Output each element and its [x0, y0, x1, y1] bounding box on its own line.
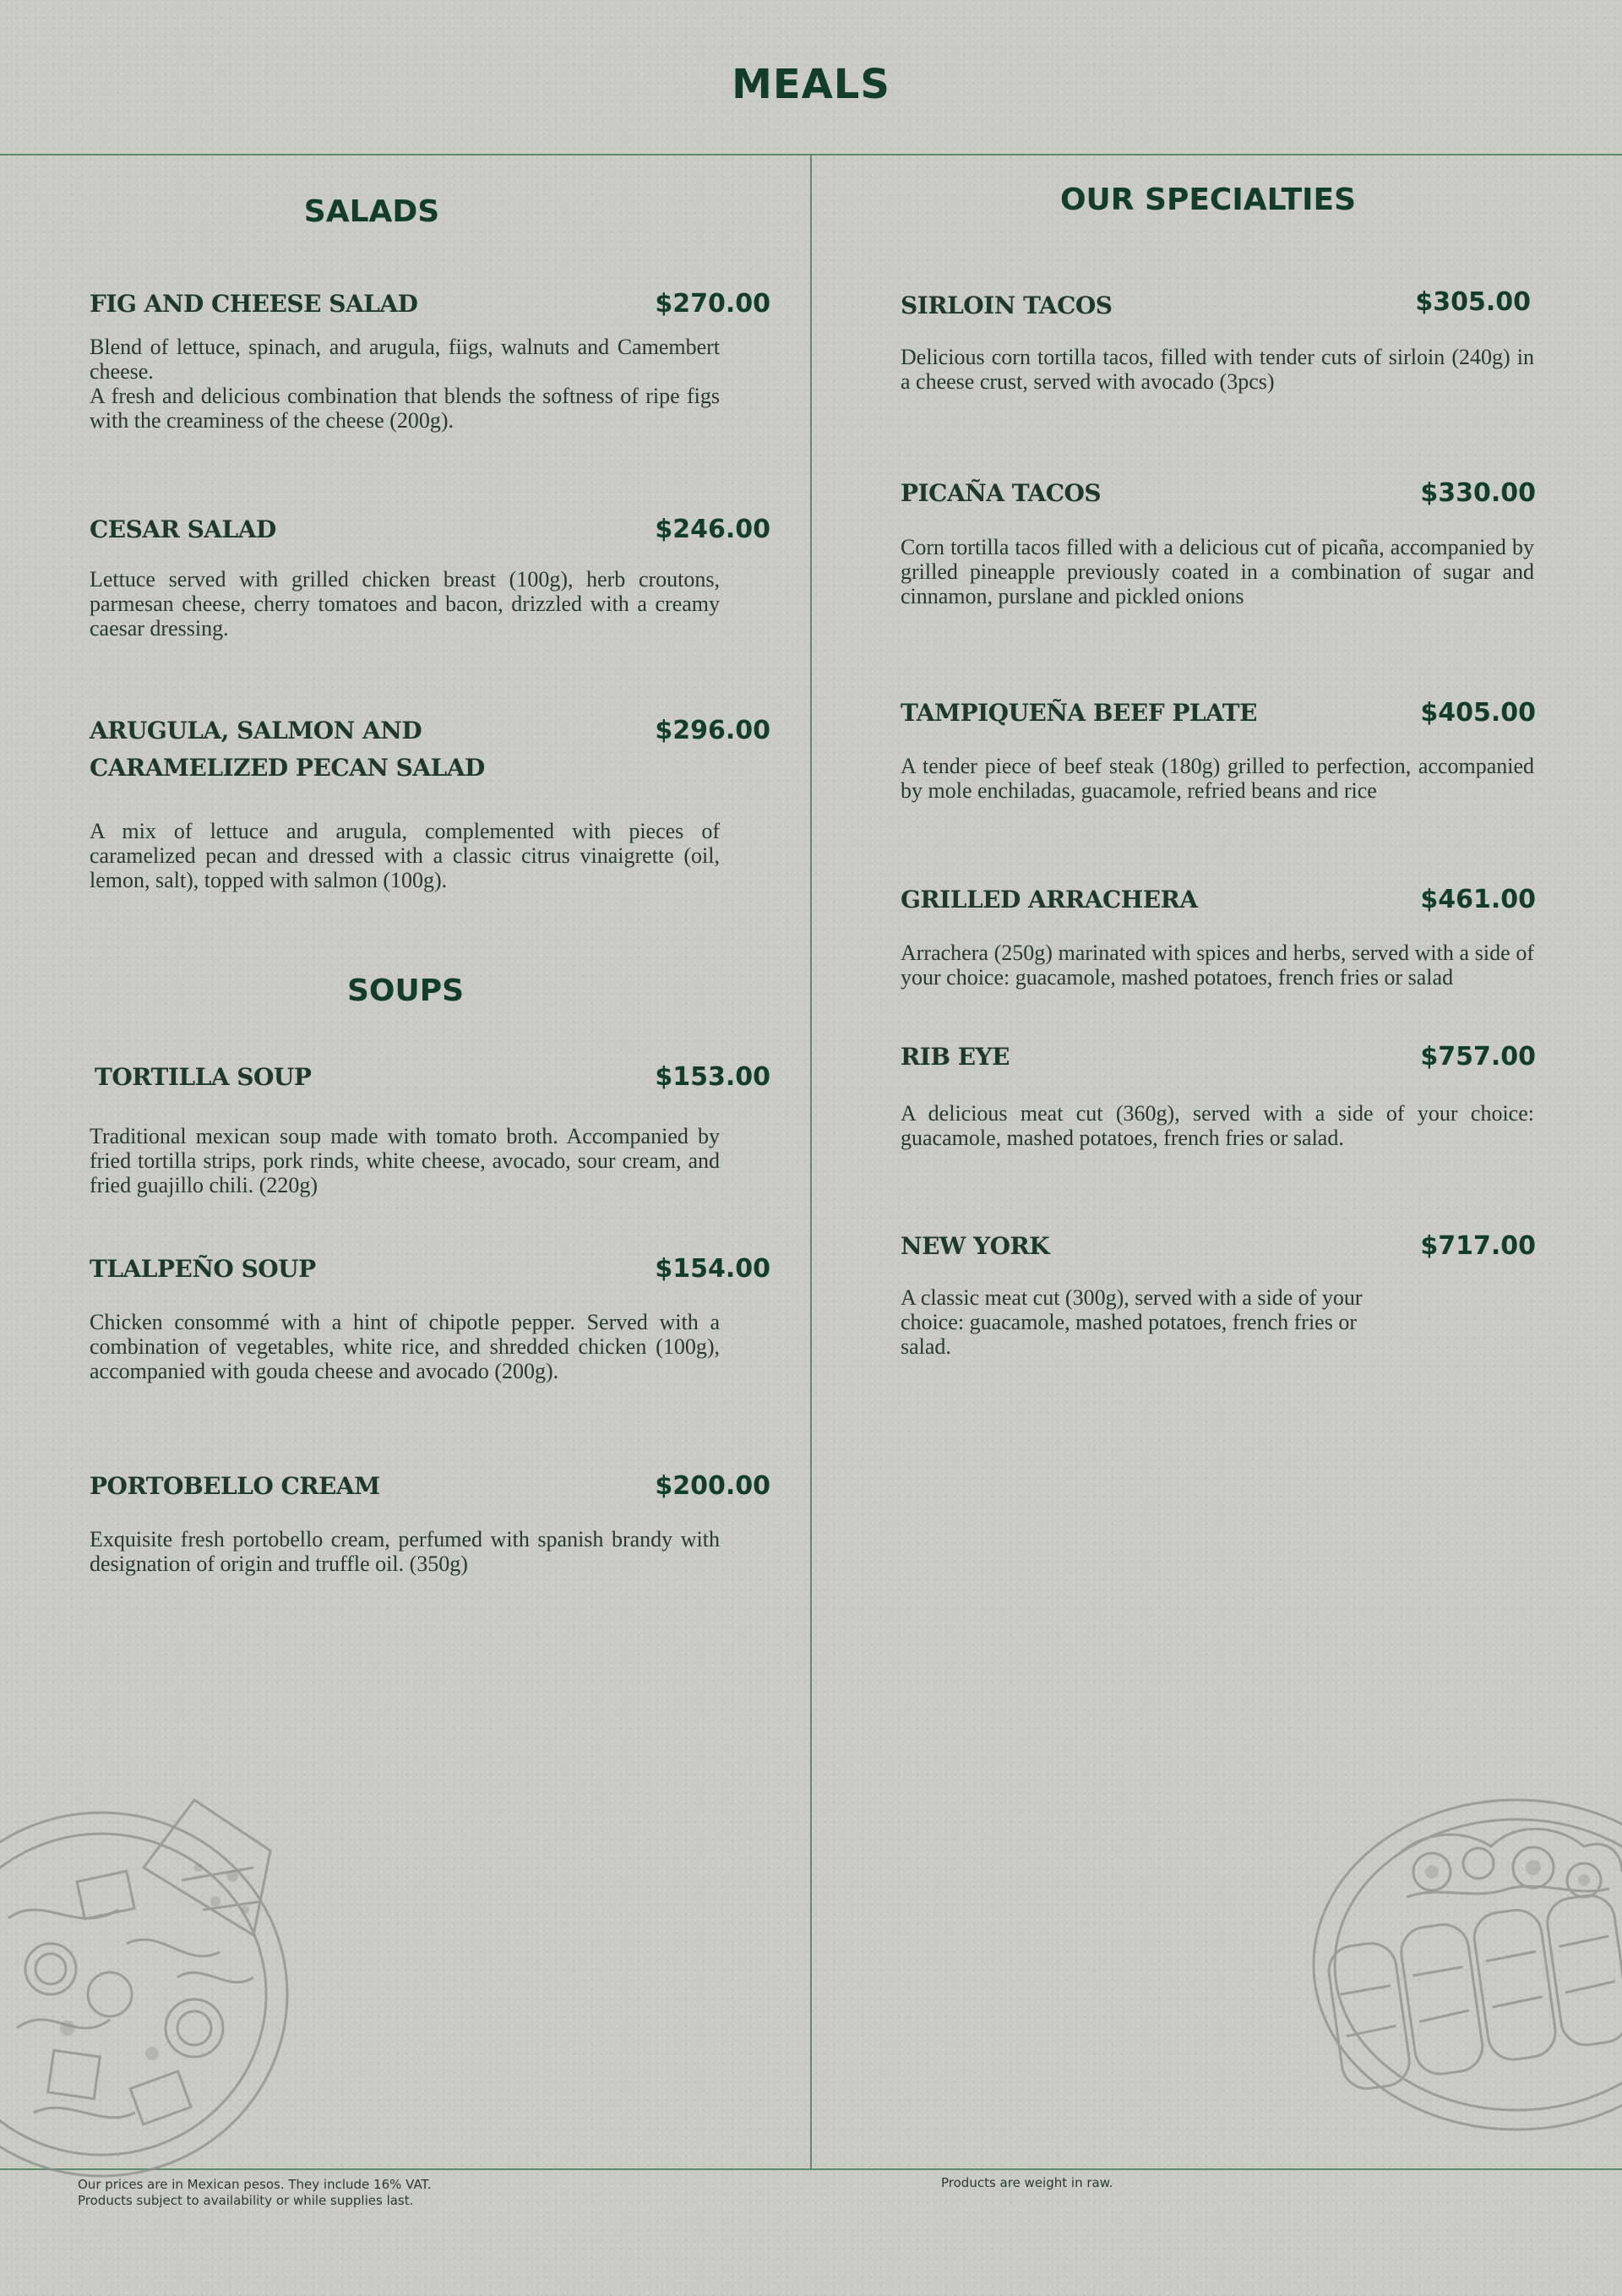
item-name: CESAR SALAD	[90, 515, 276, 543]
menu-item-tortilla-soup	[90, 1059, 770, 1203]
item-description: A mix of lettuce and arugula, complemented with pieces of caramelized pecan and dressed with a classic citrus vinaigrette (oil, lemon, salt), topped with salmon (100g).	[90, 819, 720, 892]
item-description: A tender piece of beef steak (180g) grilled to perfection, accompanied by mole enchiladas, guacamole, refried beans and rice	[901, 754, 1534, 803]
item-price: $296.00	[655, 716, 770, 745]
menu-item-picana-tacos	[901, 475, 1536, 619]
item-description: A delicious meat cut (360g), served with a side of your choice: guacamole, mashed potatoes, french fries or salad.	[901, 1101, 1534, 1150]
item-price: $153.00	[655, 1062, 770, 1092]
footer-prices-note: Our prices are in Mexican pesos. They include 16% VAT. Products subject to availability or while supplies last.	[78, 2177, 432, 2208]
menu-item-tlalpeno-soup	[90, 1251, 770, 1394]
item-name: NEW YORK	[901, 1232, 1050, 1260]
item-price: $405.00	[1420, 698, 1536, 728]
item-price: $461.00	[1420, 885, 1536, 914]
soups-heading: SOUPS	[346, 973, 465, 1008]
menu-item-tampiquena-beef-plate	[901, 695, 1536, 813]
menu-item-rib-eye	[901, 1039, 1536, 1157]
item-description: Chicken consommé with a hint of chipotle pepper. Served with a combination of vegetables, white rice, and shredded chicken (100g), accompanied with gouda cheese and avocado (200g).	[90, 1310, 720, 1383]
specialties-heading: OUR SPECIALTIES	[1059, 183, 1357, 217]
item-name: SIRLOIN TACOS	[901, 292, 1113, 319]
item-name: TLALPEÑO SOUP	[90, 1255, 316, 1283]
item-price: $200.00	[655, 1471, 770, 1501]
item-price: $717.00	[1420, 1231, 1536, 1261]
item-name: PORTOBELLO CREAM	[90, 1472, 380, 1500]
menu-item-new-york	[901, 1228, 1536, 1363]
item-description: A classic meat cut (300g), served with a side of your choice: guacamole, mashed potatoes, french fries or salad.	[901, 1285, 1363, 1359]
item-description: Corn tortilla tacos filled with a delicious cut of picaña, accompanied by grilled pineapple previously coated in a combination of sugar and cinnamon, purslane and pickled onions	[901, 535, 1534, 608]
menu-item-fig-cheese-salad	[90, 286, 770, 438]
item-name: FIG AND CHEESE SALAD	[90, 290, 418, 318]
footer-weight-note: Products are weight in raw.	[941, 2175, 1113, 2190]
menu-item-sirloin-tacos	[901, 284, 1536, 402]
menu-item-portobello-cream	[90, 1468, 770, 1586]
menu-item-arugula-salmon-salad	[90, 712, 770, 907]
item-price: $330.00	[1420, 478, 1536, 508]
item-name: PICAÑA TACOS	[901, 479, 1102, 507]
item-description: Lettuce served with grilled chicken breast (100g), herb croutons, parmesan cheese, cherry tomatoes and bacon, drizzled with a creamy caesar dressing.	[90, 567, 720, 641]
menu-item-cesar-salad	[90, 511, 770, 646]
salad-bowl-illustration	[0, 1775, 304, 2180]
item-price: $154.00	[655, 1254, 770, 1284]
item-description: Arrachera (250g) marinated with spices and herbs, served with a side of your choice: guacamole, mashed potatoes, french fries or salad	[901, 941, 1534, 990]
item-name: GRILLED ARRACHERA	[901, 886, 1198, 913]
item-price: $305.00	[1415, 287, 1531, 317]
salads-heading: SALADS	[303, 194, 440, 229]
item-name: TAMPIQUEÑA BEEF PLATE	[901, 699, 1257, 727]
page-title: MEALS	[732, 61, 890, 108]
tacos-plate-illustration	[1305, 1779, 1622, 2134]
item-price: $757.00	[1420, 1042, 1536, 1072]
item-name: ARUGULA, SALMON AND CARAMELIZED PECAN SALAD	[90, 717, 485, 782]
menu-item-grilled-arrachera	[901, 881, 1536, 1025]
item-price: $246.00	[655, 515, 770, 544]
item-description: Traditional mexican soup made with tomato broth. Accompanied by fried tortilla strips, pork rinds, white cheese, avocado, sour cream, and fried guajillo chili. (220g)	[90, 1124, 720, 1197]
item-description: Blend of lettuce, spinach, and arugula, fiigs, walnuts and Camembert cheese. A fresh and delicious combination that blends the softness of ripe figs with the creaminess of the cheese (200g).	[90, 335, 720, 433]
item-price: $270.00	[655, 289, 770, 319]
item-name: TORTILLA SOUP	[95, 1063, 312, 1091]
item-description: Exquisite fresh portobello cream, perfumed with spanish brandy with designation of origin and truffle oil. (350g)	[90, 1527, 720, 1576]
column-divider	[810, 154, 812, 2170]
item-description: Delicious corn tortilla tacos, filled with tender cuts of sirloin (240g) in a cheese crust, served with avocado (3pcs)	[901, 345, 1534, 394]
item-name: RIB EYE	[901, 1043, 1010, 1071]
